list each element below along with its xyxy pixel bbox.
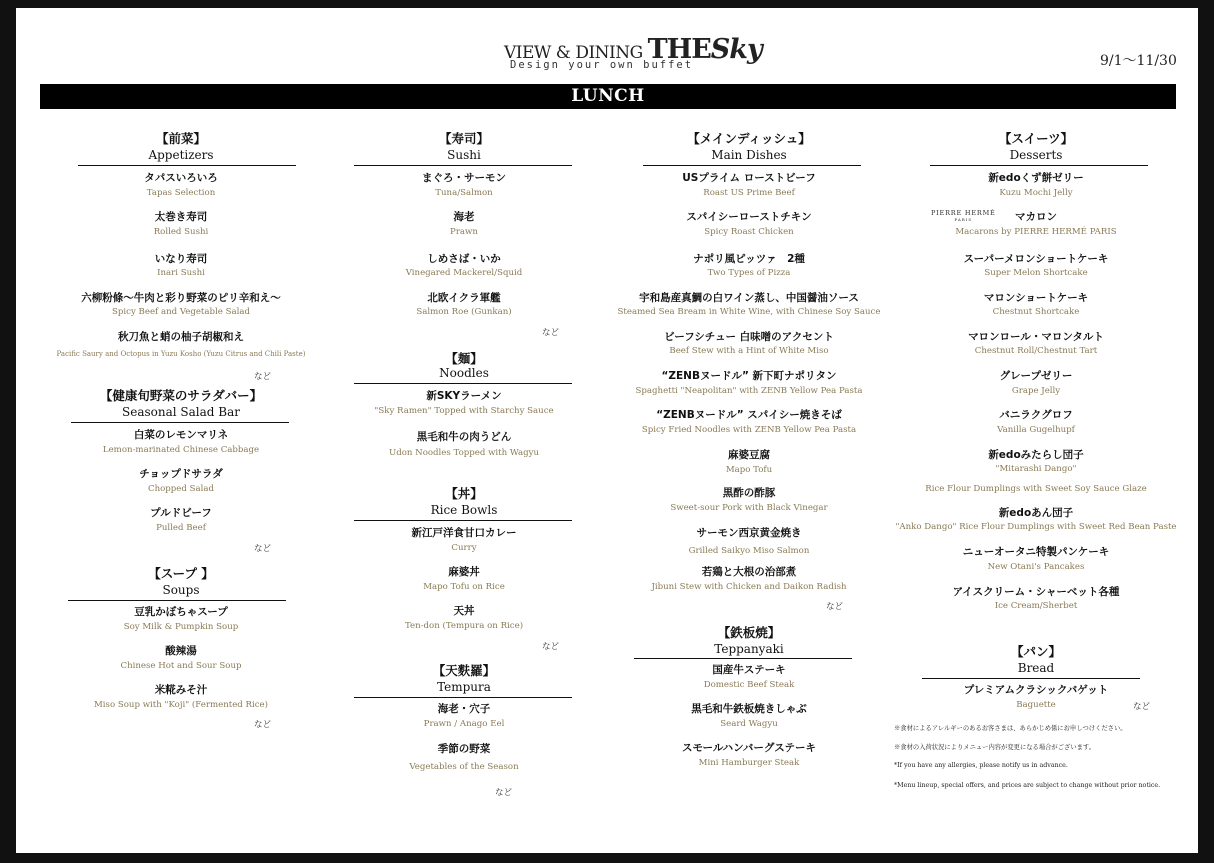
etc-label: など: [254, 372, 272, 382]
etc-label: など: [542, 328, 560, 338]
menu-item-jp: マカロン: [1015, 211, 1057, 223]
menu-item-jp: 季節の野菜: [437, 743, 491, 755]
menu-item-jp: いなり寿司: [154, 253, 208, 265]
menu-item-jp: 麻婆丼: [448, 566, 480, 578]
menu-item-jp: ナポリ風ピッツァ 2種: [693, 253, 805, 265]
etc-label: など: [826, 602, 844, 612]
etc-label: など: [542, 642, 560, 652]
section-rule: [922, 678, 1140, 679]
section-rule: [643, 165, 861, 166]
menu-item-en: Inari Sushi: [157, 268, 205, 278]
section-sub-soups: Soups: [162, 583, 200, 597]
section-rule: [71, 422, 289, 423]
brand-tagline: Design your own buffet: [510, 59, 694, 71]
menu-item-en: Spicy Fried Noodles with ZENB Yellow Pea Pasta: [641, 425, 857, 435]
menu-item-en: Vinegared Mackerel/Squid: [405, 268, 523, 278]
menu-item-jp: 酸辣湯: [165, 645, 197, 657]
note-allergy-jp: ※食材によるアレルギーのあるお客さまは、あらかじめ係にお申しつけください。: [894, 725, 1127, 732]
section-sub-noodles: Noodles: [439, 366, 489, 380]
section-sub-bread: Bread: [1017, 661, 1055, 675]
section-sub-appetizers: Appetizers: [148, 148, 214, 162]
menu-item-jp: しめさば・いか: [427, 253, 501, 265]
menu-item-jp: 宇和島産真鯛の白ワイン蒸し、中国醤油ソース: [639, 292, 859, 304]
menu-item-en: Mapo Tofu: [725, 465, 773, 475]
brand-main: THE: [647, 34, 711, 65]
note-change-jp: ※食材の入荷状況によりメニュー内容が変更になる場合がございます。: [894, 744, 1095, 751]
section-title-main: 【メインディッシュ】: [687, 131, 811, 146]
menu-item-en: Lemon-marinated Chinese Cabbage: [102, 445, 260, 455]
menu-item-jp: 新edoあん団子: [998, 507, 1074, 519]
menu-item-en: Mini Hamburger Steak: [698, 758, 800, 768]
menu-item-jp: ニューオータニ特製パンケーキ: [962, 546, 1110, 558]
menu-item-jp: ビーフシチュー 白味噌のアクセント: [664, 331, 834, 343]
section-title-ricebowls: 【丼】: [445, 486, 483, 501]
section-title-desserts: 【スイーツ】: [998, 131, 1074, 146]
menu-item-en: Jibuni Stew with Chicken and Daikon Radish: [651, 582, 847, 592]
menu-item-en: Pulled Beef: [156, 523, 206, 533]
section-title-tempura: 【天麩羅】: [432, 663, 496, 678]
section-sub-salad: Seasonal Salad Bar: [122, 405, 240, 419]
menu-item-en: New Otani's Pancakes: [987, 562, 1085, 572]
section-title-sushi: 【寿司】: [438, 131, 489, 146]
menu-item-en: Salmon Roe (Gunkan): [416, 307, 512, 317]
section-rule: [354, 697, 572, 698]
menu-item-en: Miso Soup with "Koji" (Fermented Rice): [94, 700, 268, 710]
menu-item-jp: 白菜のレモンマリネ: [133, 429, 229, 441]
section-sub-desserts: Desserts: [1009, 148, 1063, 162]
menu-item-jp: グレープゼリー: [999, 370, 1073, 382]
section-rule: [354, 520, 572, 521]
menu-item-jp: プルドビーフ: [150, 507, 212, 519]
menu-item-en: "Sky Ramen" Topped with Starchy Sauce: [374, 406, 554, 416]
menu-item-en: "Mitarashi Dango": [995, 464, 1077, 474]
menu-item-en: Seard Wagyu: [720, 719, 778, 729]
menu-item-en: Udon Noodles Topped with Wagyu: [388, 448, 539, 458]
menu-item-jp: 米糀みそ汁: [154, 684, 208, 696]
etc-label: など: [254, 544, 272, 554]
brand-logo: [504, 34, 762, 71]
menu-item-en: Vegetables of the Season: [409, 762, 519, 772]
menu-item-jp: 豆乳かぼちゃスープ: [134, 606, 228, 618]
menu-item-jp: マロンロール・マロンタルト: [968, 331, 1104, 343]
menu-item-en: Chopped Salad: [148, 484, 214, 494]
menu-item-en: Super Melon Shortcake: [984, 268, 1088, 278]
menu-item-jp: スパイシーローストチキン: [686, 211, 812, 223]
menu-item-jp: 秋刀魚と蛸の柚子胡椒和え: [118, 331, 244, 343]
menu-item-jp: スモールハンバーグステーキ: [681, 742, 817, 754]
menu-item-jp: 六柳粉條～牛肉と彩り野菜のピリ辛和え～: [81, 292, 281, 304]
menu-item-en: Baguette: [1016, 700, 1056, 710]
section-rule: [78, 165, 296, 166]
section-sub-main: Main Dishes: [711, 148, 787, 162]
menu-item-en: Curry: [451, 543, 477, 553]
section-rule: [634, 658, 852, 659]
menu-item-en: Vanilla Gugelhupf: [997, 425, 1075, 435]
menu-item-jp: アイスクリーム・シャーベット各種: [952, 586, 1120, 598]
menu-item-jp: 麻婆豆腐: [728, 449, 770, 461]
menu-item-jp: 新edoくず餅ゼリー: [988, 172, 1084, 184]
note-allergy-en: *If you have any allergies, please notify us in advance.: [894, 762, 1068, 769]
brand-sky: Sky: [710, 34, 762, 65]
menu-item-en: Macarons by PIERRE HERMÉ PARIS: [955, 227, 1117, 237]
menu-item-en: Grilled Saikyo Miso Salmon: [688, 546, 810, 556]
menu-item-en: Soy Milk & Pumpkin Soup: [123, 622, 239, 632]
section-rule: [354, 165, 572, 166]
menu-item-en: Ten-don (Tempura on Rice): [404, 621, 524, 631]
menu-item-en: Kuzu Mochi Jelly: [999, 188, 1073, 198]
menu-item-en: Tuna/Salmon: [435, 188, 493, 198]
etc-label: など: [254, 720, 272, 730]
section-sub-ricebowls: Rice Bowls: [430, 503, 498, 517]
section-title-bread: 【パン】: [1010, 644, 1061, 659]
menu-item-en: Spicy Roast Chicken: [704, 227, 794, 237]
menu-item-en: Spicy Beef and Vegetable Salad: [112, 307, 250, 317]
section-rule: [354, 383, 572, 384]
menu-item-jp: 新edoみたらし団子: [988, 449, 1084, 461]
menu-item-en: Grape Jelly: [1011, 386, 1061, 396]
section-sub-sushi: Sushi: [447, 148, 481, 162]
menu-item-en: Ice Cream/Sherbet: [994, 601, 1078, 611]
menu-item-en: Pacific Saury and Octopus in Yuzu Kosho (Yuzu Citrus and Chili Paste): [56, 350, 306, 358]
menu-item-en: Prawn / Anago Eel: [423, 719, 505, 729]
menu-item-en: Rolled Sushi: [153, 227, 209, 237]
menu-item-jp: 海老: [453, 211, 475, 223]
menu-item-en: Beef Stew with a Hint of White Miso: [669, 346, 829, 356]
menu-item-jp: 黒毛和牛の肉うどん: [416, 431, 512, 443]
menu-item-jp: プレミアムクラシックバゲット: [963, 684, 1109, 696]
section-title-appetizers: 【前菜】: [155, 131, 206, 146]
section-rule: [930, 165, 1148, 166]
menu-sheet: [16, 8, 1198, 853]
menu-item-en: Prawn: [450, 227, 478, 237]
section-rule: [68, 600, 286, 601]
section-title-noodles: 【麺】: [445, 351, 483, 366]
menu-item-jp: マロンショートケーキ: [983, 292, 1089, 304]
menu-item-en: Chinese Hot and Sour Soup: [120, 661, 242, 671]
menu-item-jp: 黒毛和牛鉄板焼きしゃぶ: [691, 703, 807, 715]
menu-item-jp: スーパーメロンショートケーキ: [963, 253, 1109, 265]
menu-item-jp: 太巻き寿司: [154, 211, 208, 223]
menu-item-jp: 新SKYラーメン: [426, 390, 502, 402]
pierre-herme-sub: PARIS: [954, 217, 973, 222]
menu-item-jp: バニラクグロフ: [999, 409, 1073, 421]
period-label: 9/1～11/30: [1100, 53, 1177, 69]
menu-item-en: Sweet-sour Pork with Black Vinegar: [670, 503, 828, 513]
menu-item-jp: 若鶏と大根の治部煮: [701, 566, 797, 578]
brand-prefix: VIEW & DINING: [504, 43, 648, 63]
menu-item-en: Roast US Prime Beef: [703, 188, 795, 198]
menu-item-jp: 天丼: [453, 605, 475, 617]
menu-item-en: Rice Flour Dumplings with Sweet Soy Sauce Glaze: [925, 484, 1147, 494]
note-change-en: *Menu lineup, special offers, and prices are subject to change without prior notice.: [894, 782, 1161, 789]
section-title-salad: 【健康旬野菜のサラダバー】: [99, 388, 263, 403]
menu-item-jp: “ZENBヌードル” 新下町ナポリタン: [661, 370, 837, 382]
menu-item-jp: タパスいろいろ: [144, 172, 218, 184]
section-title-soups: 【スープ 】: [148, 566, 214, 581]
etc-label: など: [1133, 702, 1151, 712]
menu-item-jp: 新江戸洋食甘口カレー: [411, 527, 517, 539]
menu-item-jp: サーモン西京黄金焼き: [696, 527, 802, 539]
section-sub-teppanyaki: Teppanyaki: [714, 642, 784, 656]
menu-item-jp: 海老・穴子: [437, 703, 491, 715]
section-title-teppanyaki: 【鉄板焼】: [717, 625, 781, 640]
menu-item-en: Chestnut Shortcake: [992, 307, 1080, 317]
menu-item-en: Tapas Selection: [146, 188, 216, 198]
menu-item-jp: 黒酢の酢豚: [722, 487, 776, 499]
menu-item-jp: USプライム ローストビーフ: [682, 172, 816, 184]
menu-item-en: "Anko Dango" Rice Flour Dumplings with Sweet Red Bean Paste: [895, 522, 1177, 532]
lunch-banner: LUNCH: [40, 84, 1176, 109]
menu-item-en: Mapo Tofu on Rice: [423, 582, 505, 592]
pierre-herme-name: PIERRE HERMÉ: [931, 209, 996, 217]
menu-item-en: Steamed Sea Bream in White Wine, with Chinese Soy Sauce: [617, 307, 881, 317]
menu-item-en: Chestnut Roll/Chestnut Tart: [974, 346, 1098, 356]
menu-item-en: Two Types of Pizza: [707, 268, 791, 278]
menu-item-en: Domestic Beef Steak: [703, 680, 795, 690]
section-sub-tempura: Tempura: [437, 680, 491, 694]
menu-item-en: Spaghetti "Neapolitan" with ZENB Yellow Pea Pasta: [635, 386, 863, 396]
menu-item-jp: 国産牛ステーキ: [712, 664, 786, 676]
menu-item-jp: “ZENBヌードル” スパイシー焼きそば: [656, 409, 842, 421]
etc-label: など: [495, 788, 513, 798]
menu-item-jp: まぐろ・サーモン: [422, 172, 506, 184]
menu-item-jp: 北欧イクラ軍艦: [427, 292, 501, 304]
menu-item-jp: チョップドサラダ: [139, 468, 223, 480]
